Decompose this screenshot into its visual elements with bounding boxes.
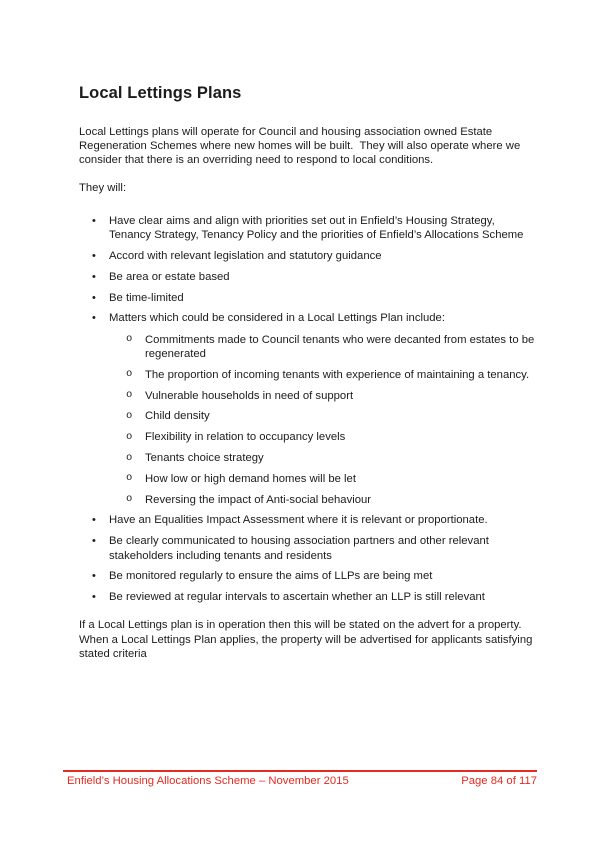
bullet-item-text: Accord with relevant legislation and statutory guidance [109,250,382,263]
bullet-icon: • [92,591,96,604]
bullet-icon: • [92,291,96,304]
footer-text-row [63,774,537,788]
bullet-item-text: Be area or estate based [109,270,230,283]
main-bullet-list [79,214,535,604]
bullet-item-text: Be time-limited [109,291,184,304]
bullet-item-text: Have an Equalities Impact Assessment where it is relevant or proportionate. [109,514,488,527]
sub-bullet-item [109,389,535,403]
circle-bullet-icon: o [126,368,133,381]
sub-bullet-item-text: Vulnerable households in need of support [145,389,354,402]
bullet-item-text: Have clear aims and align with priorities set out in Enfield’s Housing Strategy, Tenancy Strategy, Tenancy Policy and the priorities of Enfield’s Allocations Scheme [109,214,524,242]
intro-paragraph: Local Lettings plans will operate for Council and housing association owned Estate Regeneration Schemes where new homes will be built. They will also operate where we consider that there is an overriding need to respond to local conditions. [79,125,524,167]
bullet-item-text: Be reviewed at regular intervals to ascertain whether an LLP is still relevant [109,591,485,604]
closing-paragraph: If a Local Lettings plan is in operation then this will be stated on the advert for a property. When a Local Lettings Plan applies, the property will be advertised for applicants satisfying stated criteria [79,619,536,661]
sub-bullet-list [109,333,535,507]
circle-bullet-icon: o [126,409,133,422]
circle-bullet-icon: o [126,389,133,402]
bullet-item [79,270,535,284]
bullet-icon: • [92,535,96,548]
bullet-item-text: Be monitored regularly to ensure the aims of LLPs are being met [109,570,433,583]
bullet-item [79,311,535,506]
bullet-item [79,214,535,243]
sub-bullet-item [109,451,535,465]
bullet-item-text: Be clearly communicated to housing association partners and other relevant stakeholders including tenants and residents [109,535,489,562]
sub-bullet-item-text: Commitments made to Council tenants who were decanted from estates to be regenerated [145,333,535,361]
circle-bullet-icon: o [126,430,133,443]
bullet-item [79,590,535,604]
bullet-item [79,534,535,563]
sub-bullet-item-text: How low or high demand homes will be let [145,472,356,485]
sub-bullet-item [109,409,535,423]
bullet-icon: • [92,570,96,583]
bullet-item [79,513,535,527]
bullet-icon: • [92,270,96,283]
bullet-icon: • [92,312,96,325]
bullet-item-text: Matters which could be considered in a Local Lettings Plan include: [109,312,445,325]
sub-bullet-item [109,333,535,362]
circle-bullet-icon: o [126,472,133,485]
circle-bullet-icon: o [126,451,133,464]
footer-page-number: Page 84 of 117 [461,775,537,787]
bullet-icon: • [92,250,96,263]
sub-bullet-item [109,472,535,486]
sub-bullet-item-text: The proportion of incoming tenants with experience of maintaining a tenancy. [145,368,530,381]
circle-bullet-icon: o [126,493,133,506]
sub-bullet-item [109,493,535,507]
page-content [79,84,535,661]
page-footer [63,770,537,788]
sub-bullet-item-text: Reversing the impact of Anti-social behaviour [145,493,372,506]
sub-bullet-item-text: Child density [145,410,210,423]
bullet-item [79,249,535,263]
bullet-icon: • [92,514,96,527]
page-title: Local Lettings Plans [79,84,242,102]
bullet-item [79,291,535,305]
bullet-item [79,569,535,583]
bullet-icon: • [92,214,96,227]
sub-bullet-item [109,368,535,382]
list-lead-text: They will: [79,181,127,194]
circle-bullet-icon: o [126,333,133,346]
sub-bullet-item-text: Flexibility in relation to occupancy levels [145,431,346,444]
sub-bullet-item [109,430,535,444]
footer-divider [63,770,537,772]
footer-document-name: Enfield’s Housing Allocations Scheme – November 2015 [67,775,349,787]
sub-bullet-item-text: Tenants choice strategy [145,452,264,465]
